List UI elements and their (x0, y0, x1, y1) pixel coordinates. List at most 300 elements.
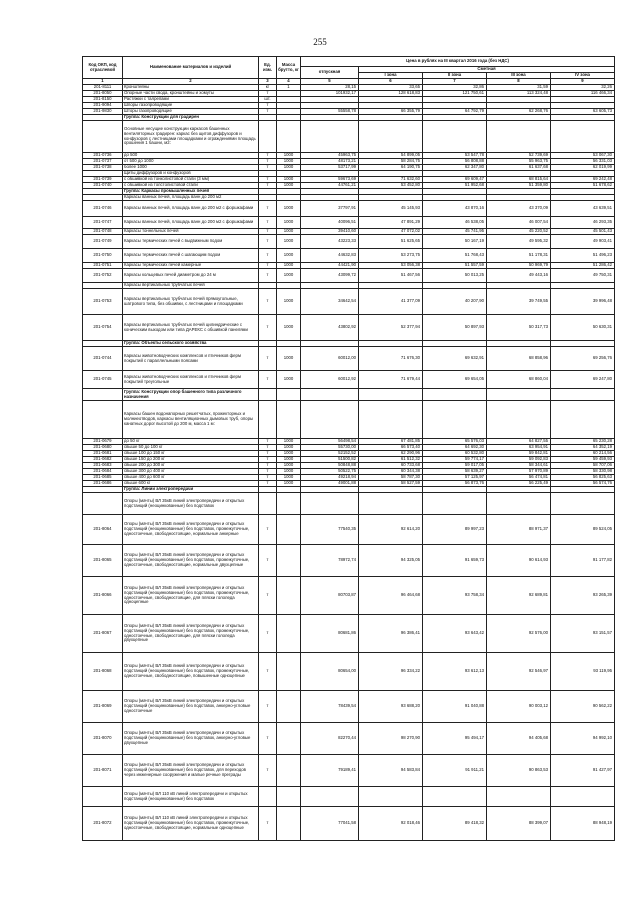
row-price: 43802,92 (301, 315, 359, 341)
row-name: свыше 600 кг (123, 481, 259, 487)
row-price: 45 145,93 (359, 201, 423, 217)
row-price: 65 576,03 (423, 439, 487, 445)
row-price: 93 265,39 (551, 577, 615, 615)
row-code: 201-8111 (83, 85, 123, 91)
header-release: отпускная (301, 67, 359, 79)
row-name: Каркасы тоннельных печей (123, 229, 259, 235)
table-row (83, 469, 615, 475)
row-empty-cell (301, 787, 359, 807)
row-price: 58 787,30 (359, 475, 423, 481)
table-row (83, 615, 615, 653)
row-price: 94 583,84 (359, 755, 423, 787)
row-name: Шторы газопроводящие (123, 109, 259, 115)
row-price: 64 352,19 (551, 445, 615, 451)
row-price: 58 639,27 (423, 469, 487, 475)
row-name: от 500 до 1000 (123, 159, 259, 165)
row-price: 51 359,80 (487, 183, 551, 189)
row-price: 101932,17 (301, 91, 359, 97)
row-price: 64 692,30 (423, 445, 487, 451)
subheader-row (83, 787, 615, 807)
row-price: 94 992,10 (551, 723, 615, 755)
row-price: 89 997,23 (423, 515, 487, 545)
row-name: Растяжки с талрепами (123, 97, 259, 103)
row-price: 82270,44 (301, 723, 359, 755)
row-price: 89 524,05 (551, 515, 615, 545)
row-price: 96 386,41 (359, 615, 423, 653)
row-code: 201-8065 (83, 545, 123, 577)
row-unit: т (259, 451, 277, 457)
row-price: 51 467,56 (359, 269, 423, 283)
group-title: Группа: Конструкции для градирен (123, 115, 259, 121)
row-price: 58 527,59 (359, 481, 423, 487)
row-price: 39 749,55 (487, 289, 551, 315)
row-price: 37797,91 (301, 201, 359, 217)
row-price: 59 017,05 (423, 463, 487, 469)
row-price: 59 842,81 (487, 451, 551, 457)
row-price: 50 167,19 (423, 235, 487, 249)
row-unit: т (259, 263, 277, 269)
row-mass: 1000 (277, 463, 301, 469)
row-price: 54 899,05 (359, 153, 423, 159)
table-row (83, 545, 615, 577)
row-mass: 1000 (277, 269, 301, 283)
row-price: 49 750,31 (551, 269, 615, 283)
row-empty-cell (423, 401, 487, 439)
row-unit: т (259, 515, 277, 545)
row-price: 91 911,21 (423, 755, 487, 787)
header-num: 8 (487, 79, 551, 85)
row-price: 50 630,31 (551, 315, 615, 341)
header-num: 3 (259, 79, 277, 85)
row-code: 201-0749 (83, 235, 123, 249)
table-row (83, 457, 615, 463)
row-price: 31,59 (487, 85, 551, 91)
row-name: Шпоры газопроводящие (123, 103, 259, 109)
row-name: свыше 400 до 600 кг (123, 475, 259, 481)
header-mass: Масса брутто, кг (277, 57, 301, 79)
row-name: Опоры (мачты) ВЛ 35кВ линий электропередачи и открытых подстанций (неоцинкованные) без подставок, промежуточные, одностоечные, свободностоящие, повышенные одноцепные (123, 653, 259, 691)
row-price: 62 268,76 (487, 109, 551, 115)
row-price: 116 466,34 (551, 91, 615, 97)
row-unit: т (259, 269, 277, 283)
row-code: 201-0683 (83, 463, 123, 469)
subheader-row (83, 401, 615, 439)
row-name: свыше 100 до 150 кг (123, 451, 259, 457)
row-price: 53717,99 (301, 165, 359, 171)
row-unit: т (259, 201, 277, 217)
row-mass: 1000 (277, 217, 301, 229)
subheader-text: Опоры (мачты) ВЛ 35кВ линий электропередачи и открытых подстанций (неоцинкованные) без подставок (123, 493, 259, 515)
row-unit: т (259, 723, 277, 755)
row-code: 201-0748 (83, 229, 123, 235)
row-price: 33,65 (359, 85, 423, 91)
header-num: 7 (423, 79, 487, 85)
row-price: 51 625,65 (359, 235, 423, 249)
row-price: 57 125,97 (423, 475, 487, 481)
row-name: свыше 300 до 400 кг (123, 469, 259, 475)
row-mass: 1000 (277, 439, 301, 445)
row-price: 32,86 (423, 85, 487, 91)
row-price: 28,15 (301, 85, 359, 91)
group-title: Группа: Конструкции опор башенного типа различного назначения (123, 389, 259, 401)
table-row (83, 249, 615, 263)
row-empty-cell (259, 401, 277, 439)
row-mass (277, 615, 301, 653)
row-price: 91 040,88 (423, 691, 487, 723)
row-empty-cell (423, 493, 487, 515)
row-price: 59 774,17 (423, 457, 487, 463)
row-price: 44421,90 (301, 263, 359, 269)
row-empty-cell (277, 787, 301, 807)
row-price: 49 903,41 (551, 235, 615, 249)
row-price: 69 654,05 (423, 371, 487, 389)
row-price: 55 963,75 (487, 159, 551, 165)
row-price: 44632,83 (301, 249, 359, 263)
row-empty-cell (487, 389, 551, 401)
row-name: Опоры (мачты) ВЛ 35кВ линий электропередачи и открытых подстанций (неоцинкованные) без подставок, анкерно-угловые одностоечные (123, 691, 259, 723)
row-price: 60012,00 (301, 347, 359, 371)
row-price: 64 792,79 (423, 109, 487, 115)
table-row (83, 347, 615, 371)
row-price: 62 347,80 (423, 165, 487, 171)
row-price: 46 293,35 (551, 217, 615, 229)
table-row (83, 723, 615, 755)
row-empty-cell (551, 493, 615, 515)
row-price: 34642,54 (301, 289, 359, 315)
header-num: 9 (551, 79, 615, 85)
subheader-text: Каркасы вертикальных трубчатых печей (123, 283, 259, 289)
row-unit: т (259, 653, 277, 691)
row-price: 93 758,34 (423, 577, 487, 615)
row-empty-cell (423, 121, 487, 153)
row-empty-cell (259, 121, 277, 153)
row-price: 92 546,97 (487, 653, 551, 691)
row-price: 80654,00 (301, 653, 359, 691)
row-mass: 1000 (277, 165, 301, 171)
subheader-text: Каркасы ванных печей, площадь ванн до 200 м2 (123, 195, 259, 201)
row-price: 50 013,25 (423, 269, 487, 283)
row-name: Опорные части свода, кронштейны и хомуты (123, 91, 259, 97)
row-name: Каркасы животноводческих комплексов и птичников ферм покрытий треугольные (123, 371, 259, 389)
table-row (83, 371, 615, 389)
table-row (83, 451, 615, 457)
row-price: 93 151,57 (551, 615, 615, 653)
subheader-text: Каркасы башен водонапорных решетчатых, прожекторных и молниеотводов, каркасы вентиляционных дымовых труб, опоры канатных дорог высотой до 200 м, масса 1 м: (123, 401, 259, 439)
row-code: 201-0684 (83, 469, 123, 475)
row-price: 49 595,32 (487, 235, 551, 249)
subheader-text: Основные несущие конструкции каркасов башенных вентиляторных градирен: каркас без щитов диффузоров и конфузоров с лестницами площадками и ограждениями площадь орошения 1 башни, м2: (123, 121, 259, 153)
row-price: 69 247,80 (551, 371, 615, 389)
row-mass: 1000 (277, 451, 301, 457)
row-mass: 1000 (277, 235, 301, 249)
row-price: 43223,33 (301, 235, 359, 249)
row-price: 66 355,79 (359, 109, 423, 115)
subheader-text: Опоры (мачты) ВЛ 110 кВ линий электропередачи и открытых подстанций (неоцинкованные) без подставок (123, 787, 259, 807)
row-code: 201-9094 (83, 103, 123, 109)
row-mass: 1000 (277, 249, 301, 263)
group-row (83, 389, 615, 401)
row-price: 52152,52 (301, 451, 359, 457)
row-name: с обшивкой из толстолистовой стали (123, 183, 259, 189)
row-code: 201-0738 (83, 165, 123, 171)
row-empty-cell (487, 493, 551, 515)
row-empty-cell (277, 389, 301, 401)
row-unit: т (259, 475, 277, 481)
row-unit: т (259, 445, 277, 451)
row-empty-cell (551, 389, 615, 401)
row-name: свыше 50 до 100 кг (123, 445, 259, 451)
row-price: 56 873,76 (423, 481, 487, 487)
row-unit: т (259, 463, 277, 469)
row-price: 58 344,61 (487, 463, 551, 469)
row-price: 55730,00 (301, 445, 359, 451)
row-empty-cell (359, 401, 423, 439)
table-row (83, 475, 615, 481)
row-unit: т (259, 755, 277, 787)
subheader-row (83, 493, 615, 515)
row-code: 201-8070 (83, 723, 123, 755)
row-price: 58 330,98 (551, 469, 615, 475)
row-code: 201-0686 (83, 481, 123, 487)
row-price: 90 562,22 (551, 691, 615, 723)
row-name: Опоры (мачты) ВЛ 35кВ линий электропередачи и открытых подстанций (неоцинкованные) без подставок, промежуточные, одностоечные, свободностоящие, для пляски гололеда одноцепные (123, 577, 259, 615)
row-name: Опоры (мачты) ВЛ 35кВ линий электропередачи и открытых подстанций (неоцинкованные) без подставок, промежуточные, одностоечные, свободностоящие, для пляски гололеда двухцепные (123, 615, 259, 653)
row-empty-cell (487, 401, 551, 439)
row-unit: т (259, 235, 277, 249)
row-code-empty (83, 389, 123, 401)
row-price: 58 284,75 (359, 159, 423, 165)
row-name: Каркасы кольцевых печей диаметром до 24 м (123, 269, 259, 283)
row-code: 201-8150 (83, 97, 123, 103)
row-price: 45 501,43 (551, 229, 615, 235)
row-price: 77540,35 (301, 515, 359, 545)
row-code-empty (83, 493, 123, 515)
row-price: 92 689,81 (487, 577, 551, 615)
row-unit: т (259, 109, 277, 115)
row-price: 71 632,60 (359, 177, 423, 183)
row-name: с обшивкой из тонколистовой стали (3 мм) (123, 177, 259, 183)
row-code: 201-8072 (83, 807, 123, 841)
row-name: до 500 (123, 153, 259, 159)
row-price: 62 019,99 (551, 165, 615, 171)
row-mass: 1000 (277, 475, 301, 481)
row-name: Опоры (мачты) ВЛ 110 кВ линий электропередачи и открытых подстанций (неоцинкованные) без подставок, промежуточные, одностоечные, свободностоящие, нормальные одноцепные (123, 807, 259, 841)
row-price: 71 679,44 (359, 371, 423, 389)
header-num: 4 (277, 79, 301, 85)
row-name: Каркасы термических печей камерные (123, 263, 259, 269)
row-empty-cell (423, 787, 487, 807)
row-price: 88 971,37 (487, 515, 551, 545)
row-price: 50 969,79 (487, 263, 551, 269)
row-price: 53 273,75 (359, 249, 423, 263)
row-price: 80681,86 (301, 615, 359, 653)
header-zone1: I зона (359, 73, 423, 79)
row-unit: т (259, 249, 277, 263)
row-mass: 1000 (277, 315, 301, 341)
row-mass (277, 545, 301, 577)
row-price: 53 056,38 (359, 263, 423, 269)
row-code: 201-8069 (83, 691, 123, 723)
row-price: 32,26 (551, 85, 615, 91)
row-price: 41 377,09 (359, 289, 423, 315)
row-mass: 1 (277, 85, 301, 91)
row-unit: т (259, 289, 277, 315)
row-mass (277, 807, 301, 841)
row-code: 201-0740 (83, 183, 123, 189)
row-price: 55558,78 (301, 109, 359, 115)
row-price: 59 459,93 (551, 457, 615, 463)
row-price: 96 334,22 (359, 653, 423, 691)
table-row (83, 177, 615, 183)
row-unit: т (259, 807, 277, 841)
row-price: 93 643,42 (423, 615, 487, 653)
row-price: 51 952,68 (423, 183, 487, 189)
row-price: 91 427,97 (551, 755, 615, 787)
row-price: 92 614,20 (359, 515, 423, 545)
row-price: 52 739,69 (487, 153, 551, 159)
row-price: 68 860,04 (487, 371, 551, 389)
row-price: 96 464,68 (359, 577, 423, 615)
row-price: 45 220,52 (487, 229, 551, 235)
row-price: 43 870,16 (423, 201, 487, 217)
row-name: Опоры (мачты) ВЛ 35кВ линий электропередачи и открытых подстанций (неоцинкованные) без подставок, анкерно-угловые двухцепные (123, 723, 259, 755)
row-price: 60 214,56 (551, 451, 615, 457)
header-price-title: Цена в рублях на III квартал 2016 года (без НДС) (301, 57, 615, 67)
row-name: Опоры (мачты) ВЛ 35кВ линий электропередачи и открытых подстанций (неоцинкованные) без подставок, для переходов через инженерные сооружения и малые речные преграды (123, 755, 259, 787)
row-mass: 1000 (277, 457, 301, 463)
row-unit: т (259, 457, 277, 463)
row-unit: т (259, 577, 277, 615)
row-empty-cell (359, 121, 423, 153)
header-num: 2 (123, 79, 259, 85)
row-price: 51 678,62 (551, 183, 615, 189)
row-price: 69 609,47 (423, 177, 487, 183)
row-price: 53 452,80 (359, 183, 423, 189)
row-empty-cell (301, 493, 359, 515)
row-price: 64 827,55 (487, 439, 551, 445)
header-estimate: Сметная (359, 67, 615, 73)
table-row (83, 201, 615, 217)
row-unit: т (259, 159, 277, 165)
row-mass: 1000 (277, 371, 301, 389)
row-price: 66 573,40 (359, 445, 423, 451)
table-row (83, 263, 615, 269)
row-price: 56 574,76 (551, 481, 615, 487)
row-price: 88 399,07 (487, 807, 551, 841)
row-price: 69 632,91 (423, 347, 487, 371)
table-row (83, 315, 615, 341)
row-price: 65 230,28 (551, 439, 615, 445)
group-title: Группа: Линии электропередачи (123, 487, 259, 493)
row-price: 95 494,17 (423, 723, 487, 755)
page-number: 255 (313, 37, 327, 47)
row-name: свыше 150 до 200 кг (123, 457, 259, 463)
header-num: 1 (83, 79, 123, 85)
row-empty-cell (301, 401, 359, 439)
row-price: 89 418,32 (423, 807, 487, 841)
row-name: до 50 кг (123, 439, 259, 445)
row-mass: 1000 (277, 263, 301, 269)
row-price: 92 018,46 (359, 807, 423, 841)
row-mass (277, 723, 301, 755)
row-empty-cell (551, 121, 615, 153)
row-price: 48173,21 (301, 159, 359, 165)
row-unit: т (259, 229, 277, 235)
row-price: 98 270,90 (359, 723, 423, 755)
row-unit: т (259, 481, 277, 487)
row-price: 60 532,80 (423, 451, 487, 457)
row-name: свыше 200 до 300 кг (123, 463, 259, 469)
row-unit: т (259, 165, 277, 171)
table-row (83, 653, 615, 691)
row-unit: т (259, 91, 277, 97)
row-code: 201-0682 (83, 457, 123, 463)
row-price: 50522,75 (301, 469, 359, 475)
row-price: 71 676,30 (359, 347, 423, 371)
row-mass: 1000 (277, 159, 301, 165)
row-price: 49218,94 (301, 475, 359, 481)
row-empty-cell (277, 493, 301, 515)
row-empty-cell (277, 401, 301, 439)
row-price: 93 688,20 (359, 691, 423, 723)
row-empty-cell (359, 493, 423, 515)
table-row (83, 91, 615, 97)
group-title: Группа: Каркасы промышленных печей (123, 189, 259, 195)
row-price: 91 177,82 (551, 545, 615, 577)
row-price: 43 639,51 (551, 201, 615, 217)
row-price: 92 576,00 (487, 615, 551, 653)
table-row (83, 515, 615, 545)
row-price: 79189,41 (301, 755, 359, 787)
header-zone3: III зона (487, 73, 551, 79)
row-code: 201-0751 (83, 263, 123, 269)
row-code: 201-8068 (83, 653, 123, 691)
row-empty-cell (551, 401, 615, 439)
row-code: 201-0752 (83, 269, 123, 283)
row-mass: 1000 (277, 445, 301, 451)
row-price: 45 741,95 (423, 229, 487, 235)
row-unit: т (259, 217, 277, 229)
row-unit: т (259, 691, 277, 723)
row-price: 59 092,83 (487, 457, 551, 463)
row-empty-cell (487, 121, 551, 153)
row-price: 64 190,75 (359, 165, 423, 171)
row-mass (277, 515, 301, 545)
row-price: 80703,87 (301, 577, 359, 615)
row-mass: 1000 (277, 201, 301, 217)
table-row (83, 289, 615, 315)
row-price: 90 863,53 (487, 755, 551, 787)
row-mass (277, 755, 301, 787)
row-code: 201-0737 (83, 159, 123, 165)
row-price: 50 317,73 (487, 315, 551, 341)
row-price: 77041,58 (301, 807, 359, 841)
row-price: 51 557,59 (423, 263, 487, 269)
table-row (83, 109, 615, 115)
table-row (83, 183, 615, 189)
row-price: 40 207,90 (423, 289, 487, 315)
row-unit: т (259, 153, 277, 159)
row-code: 201-0739 (83, 177, 123, 183)
table-row (83, 807, 615, 841)
row-price: 68 858,96 (487, 347, 551, 371)
row-empty-cell (277, 121, 301, 153)
row-name: Каркасы ванных печей, площадь ванн до 200 м2 с форшкафами (123, 217, 259, 229)
row-price: 88 948,19 (551, 807, 615, 841)
row-name: Опоры (мачты) ВЛ 35кВ линий электропередачи и открытых подстанций (неоцинкованные) без подставок, промежуточные, одностоечные, свободностоящие, нормальные двухцепные (123, 545, 259, 577)
row-price: 78439,54 (301, 691, 359, 723)
row-code: 201-9830 (83, 109, 123, 115)
